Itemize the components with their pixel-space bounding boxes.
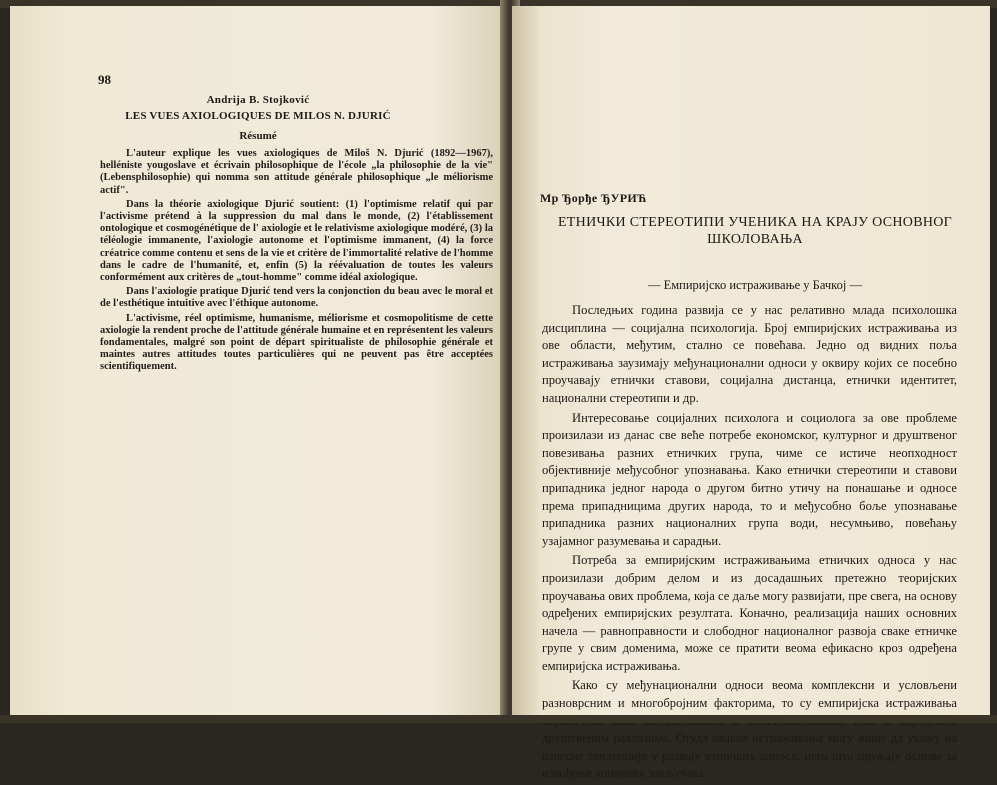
section-heading: Résumé [239, 130, 277, 142]
left-page-content [10, 6, 506, 717]
resume-paragraph: Dans l'axiologie pratique Djurić tend vers la conjonction du beau avec le moral et de l'esthétique intuitive avec l'éthique autonome. [100, 286, 493, 310]
article-author: Andrija B. Stojković [206, 94, 310, 106]
body-paragraph: Интересовање социјалних психолога и социолога за ове проблеме произилази из данас све веће потребе економског, културног и друштвеног повезивања разних етничких група, чиме се истиче неопходност објективније међусобног упознавања. Како етнички стереотипи и ставови припадника једног народа о другом битно утичу на понашање и односе према припадницима других народа, то и међусобно боље упознавање припадника разних националних група води, несумњиво, повећању узајамног разумевања и сарадњи. [542, 410, 957, 548]
article-author: Мр Ђорђе ЂУРИЋ [540, 191, 647, 205]
resume-body [100, 148, 493, 376]
bottom-edge [0, 715, 997, 723]
body-paragraph: Потреба за емпиријским истраживањима етничких односа у нас произилази добрим делом и из досадашњих претежно теоријских проучавања ових проблема, која се даље могу развијати, пре свега, на основу одређених емпиријских резултата. Коначно, реализација наших основних начела — равноправности и слободног националног развоја сваке етничке групе у свим доменима, може се пратити веома ефикасно кроз одређена емпиријска истраживања. [542, 553, 957, 673]
resume-paragraph: L'auteur explique les vues axiologiques de Miloš N. Djurić (1892—1967), helléniste yougoslave et écrivain philosophique de l'école „la philosophie de la vie" (Lebensphilosophie) qui nomma son attitude générale philosophique „le méliorisme actif". [100, 148, 493, 196]
right-page-content [512, 6, 990, 781]
article-body [542, 302, 957, 785]
right-page [512, 6, 990, 781]
article-subtitle: — Емпиријско истраживање у Бачкој — [648, 278, 862, 292]
page-number: 98 [98, 72, 111, 87]
article-title: LES VUES AXIOLOGIQUES DE MILOS N. DJURIĆ [125, 110, 391, 122]
article-title: ЕТНИЧКИ СТЕРЕОТИПИ УЧЕНИКА НА КРАЈУ ОСНОВНОГ ШКОЛОВАЊА [557, 215, 953, 247]
left-page [10, 6, 506, 717]
body-paragraph: Како су међунационални односи веома комплексни и условљени разноврсним и многобројним факторима, то су емпиријска истраживања друштвеним разлозима. Отуда оваква истраживања могу више да укажу на извесне тенденције у развоју етничких односа, него што пружају основе за извођење коначних закључака. [542, 678, 957, 781]
body-paragraph: Последњих година развија се у нас релативно млада психолошка дисциплина — социјална психологија. Број емпиријских истраживања из ове области, међутим, стално се повећава. Једно од видних поља истраживања заузимају међунационални односи у оквиру којих се посебно проучавају етнички ставови, социјална дистанца, етнички идентитет, национални стереотипи и др. [542, 303, 957, 405]
resume-paragraph: Dans la théorie axiologique Djurić soutient: (1) l'optimisme relatif qui par l'activisme prétend à la suppression du mal dans le monde, (2) l'établissement ontologique et cosmogénétique de l' axiologie et le relativisme axiologique modéré, (3) la téléologie immanente, l'axiologie autonome et l'optimisme immanent, (4) la force créatrice comme contenu et sens de la vie et critère de l'immortalité relative de l'homme dans le cadre de l'humanité, et, enfin (5) la réévaluation de toutes les valeurs conformément aux critères de „tout-homme" comme idéal axiologique. [100, 198, 493, 284]
resume-paragraph: L'activisme, réel optimisme, humanisme, méliorisme et cosmopolitisme de cette axiologie la rendent proche de l'attitude générale humaine et en représentent les valeurs fondamentales, malgré son point de départ spiritualiste de philosophie générale et maintes autres attitudes toutes particulières qui ne peuvent pas être acceptées scientifiquement. [100, 312, 493, 373]
